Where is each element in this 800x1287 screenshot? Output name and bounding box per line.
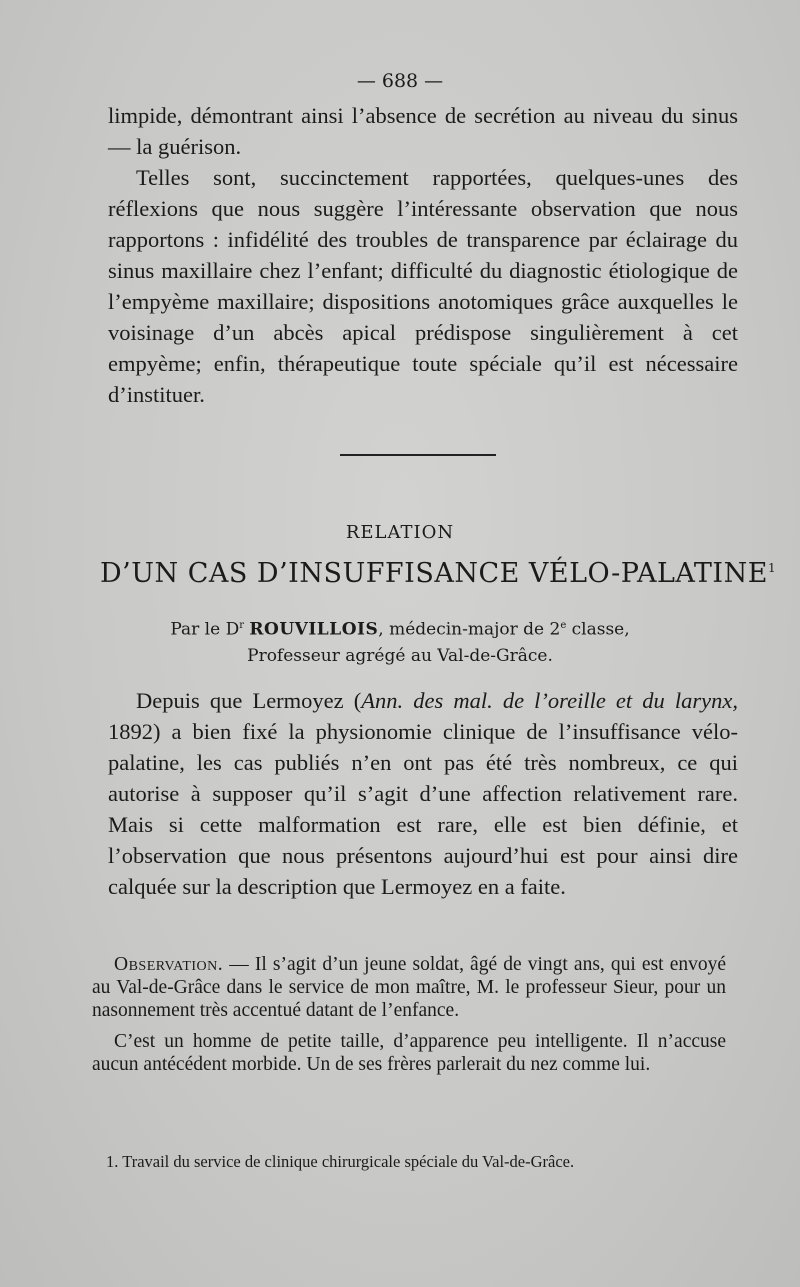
text-run: — Il s’agit d’un jeune soldat, âgé de vingt ans, qui est envoyé au Val-de-Grâce dans le service de mon maître, M. le professeur Sieur, pour un nasonnement très accentué datant de l’enfance. (92, 954, 727, 1021)
footnote-text: Travail du service de clinique chirurgicale spéciale du Val-de-Grâce. (122, 1152, 575, 1171)
author-role: , médecin-major de 2 (378, 619, 561, 640)
observation-section (92, 953, 726, 1084)
section-divider (340, 454, 496, 456)
author-byline (0, 613, 800, 669)
footnote-number: 1. (106, 1152, 119, 1171)
previous-article-conclusion (108, 100, 738, 410)
text-run: Depuis que Lermoyez ( (136, 688, 362, 713)
observation-label: Observation. (114, 954, 224, 975)
paragraph: C’est un homme de petite taille, d’apparence peu intelligente. Il n’accuse aucun antécédent morbide. Un de ses frères parlerait du nez comme lui. (92, 1031, 726, 1075)
article-label: RELATION (345, 522, 455, 543)
citation: Ann. des mal. de l’oreille et du larynx, (361, 688, 739, 713)
paragraph (108, 685, 738, 902)
paragraph: limpide, démontrant ainsi l’absence de secrétion au niveau du sinus — la guérison. (108, 103, 738, 159)
footnote-marker: 1 (767, 561, 777, 575)
introduction (108, 685, 738, 902)
author-name: ROUVILLOIS (249, 619, 379, 640)
author-line-1 (0, 613, 800, 643)
footnote (106, 1152, 746, 1172)
author-title-sup: r (239, 620, 244, 631)
article-title (100, 558, 777, 589)
author-role-sup: e (560, 620, 567, 631)
paragraph (92, 953, 726, 1022)
page-number: — 688 — (356, 70, 444, 92)
article-title-text: D’UN CAS D’INSUFFISANCE VÉLO-PALATINE (100, 558, 768, 589)
author-prefix: Par le D (170, 619, 240, 640)
text-run: 1892) a bien fixé la physionomie clinique de l’insuffisance vélo-palatine, les cas publiés n’en ont pas été très nombreux, ce qui autorise à supposer qu’il s’agit d’une affection relativement rare. Mais si cette malformation est rare, elle est bien définie, et l’observation que nous présentons aujourd’hui est pour ainsi dire calquée sur la description que Lermoyez en a faite. (108, 719, 738, 899)
author-role-end: classe, (566, 619, 630, 640)
author-line-2: Professeur agrégé au Val-de-Grâce. (247, 645, 553, 666)
paragraph: Telles sont, succinctement rapportées, quelques-unes des réflexions que nous suggère l’intéressante observation que nous rapportons : infidélité des troubles de transparence par éclairage du sinus maxillaire chez l’enfant; difficulté du diagnostic étiologique de l’empyème maxillaire; dispositions anotomiques grâce auxquelles le voisinage d’un abcès apical prédispose singulièrement à cet empyème; enfin, thérapeutique toute spéciale qu’il est nécessaire d’instituer. (108, 165, 738, 407)
